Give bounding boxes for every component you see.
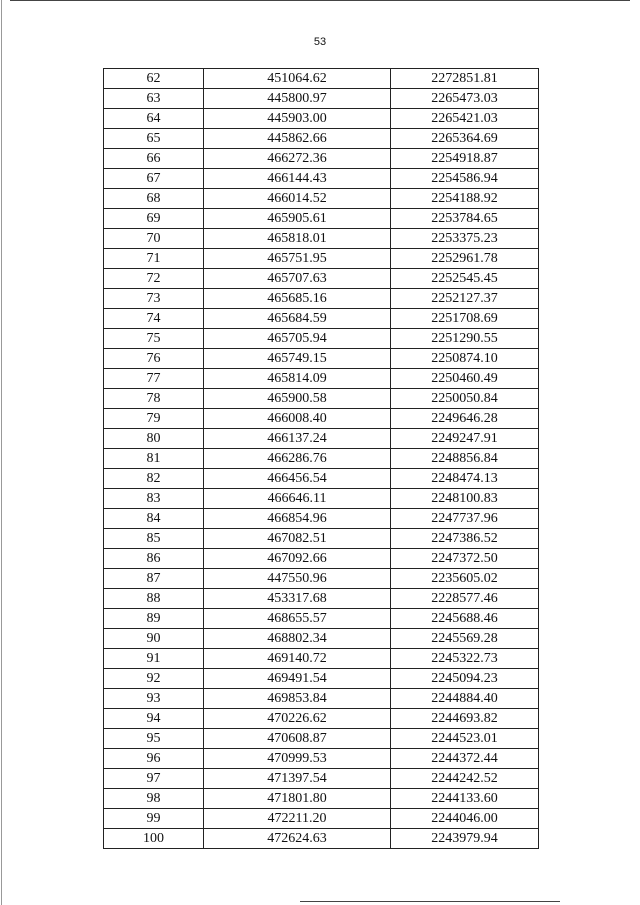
x-coordinate-cell: 467092.66 [204, 549, 391, 569]
x-coordinate-cell: 465684.59 [204, 309, 391, 329]
x-coordinate-cell: 445800.97 [204, 89, 391, 109]
point-number-cell: 69 [104, 209, 204, 229]
point-number-cell: 94 [104, 709, 204, 729]
point-number-cell: 93 [104, 689, 204, 709]
y-coordinate-cell: 2250874.10 [391, 349, 539, 369]
x-coordinate-cell: 468655.57 [204, 609, 391, 629]
y-coordinate-cell: 2253784.65 [391, 209, 539, 229]
y-coordinate-cell: 2253375.23 [391, 229, 539, 249]
y-coordinate-cell: 2244133.60 [391, 789, 539, 809]
table-row [104, 349, 539, 369]
x-coordinate-cell: 470226.62 [204, 709, 391, 729]
x-coordinate-cell: 471801.80 [204, 789, 391, 809]
point-number-cell: 76 [104, 349, 204, 369]
x-coordinate-cell: 466014.52 [204, 189, 391, 209]
table-row [104, 589, 539, 609]
table-row [104, 809, 539, 829]
point-number-cell: 77 [104, 369, 204, 389]
top-rule [10, 0, 630, 1]
table-row [104, 749, 539, 769]
x-coordinate-cell: 470999.53 [204, 749, 391, 769]
x-coordinate-cell: 465905.61 [204, 209, 391, 229]
point-number-cell: 63 [104, 89, 204, 109]
table-row [104, 129, 539, 149]
table-row [104, 529, 539, 549]
y-coordinate-cell: 2247372.50 [391, 549, 539, 569]
left-edge [1, 0, 2, 905]
point-number-cell: 86 [104, 549, 204, 569]
point-number-cell: 96 [104, 749, 204, 769]
y-coordinate-cell: 2245569.28 [391, 629, 539, 649]
point-number-cell: 89 [104, 609, 204, 629]
table-row [104, 789, 539, 809]
y-coordinate-cell: 2228577.46 [391, 589, 539, 609]
y-coordinate-cell: 2245322.73 [391, 649, 539, 669]
y-coordinate-cell: 2252127.37 [391, 289, 539, 309]
table-row [104, 169, 539, 189]
bottom-rule [300, 901, 560, 902]
y-coordinate-cell: 2243979.94 [391, 829, 539, 849]
point-number-cell: 85 [104, 529, 204, 549]
table-row [104, 329, 539, 349]
point-number-cell: 70 [104, 229, 204, 249]
point-number-cell: 68 [104, 189, 204, 209]
y-coordinate-cell: 2251290.55 [391, 329, 539, 349]
y-coordinate-cell: 2249247.91 [391, 429, 539, 449]
x-coordinate-cell: 471397.54 [204, 769, 391, 789]
x-coordinate-cell: 470608.87 [204, 729, 391, 749]
point-number-cell: 83 [104, 489, 204, 509]
table-row [104, 269, 539, 289]
table-row [104, 209, 539, 229]
x-coordinate-cell: 466272.36 [204, 149, 391, 169]
y-coordinate-cell: 2265473.03 [391, 89, 539, 109]
point-number-cell: 98 [104, 789, 204, 809]
table-row [104, 709, 539, 729]
y-coordinate-cell: 2248474.13 [391, 469, 539, 489]
point-number-cell: 66 [104, 149, 204, 169]
y-coordinate-cell: 2272851.81 [391, 69, 539, 89]
x-coordinate-cell: 468802.34 [204, 629, 391, 649]
y-coordinate-cell: 2247737.96 [391, 509, 539, 529]
table-row [104, 229, 539, 249]
x-coordinate-cell: 453317.68 [204, 589, 391, 609]
table-row [104, 109, 539, 129]
y-coordinate-cell: 2244884.40 [391, 689, 539, 709]
coordinates-table-body [104, 69, 539, 849]
x-coordinate-cell: 465900.58 [204, 389, 391, 409]
table-row [104, 449, 539, 469]
y-coordinate-cell: 2251708.69 [391, 309, 539, 329]
table-row [104, 609, 539, 629]
x-coordinate-cell: 465814.09 [204, 369, 391, 389]
y-coordinate-cell: 2244242.52 [391, 769, 539, 789]
table-row [104, 249, 539, 269]
point-number-cell: 82 [104, 469, 204, 489]
x-coordinate-cell: 472211.20 [204, 809, 391, 829]
x-coordinate-cell: 445903.00 [204, 109, 391, 129]
y-coordinate-cell: 2250460.49 [391, 369, 539, 389]
x-coordinate-cell: 466008.40 [204, 409, 391, 429]
point-number-cell: 99 [104, 809, 204, 829]
point-number-cell: 81 [104, 449, 204, 469]
point-number-cell: 92 [104, 669, 204, 689]
x-coordinate-cell: 465751.95 [204, 249, 391, 269]
point-number-cell: 79 [104, 409, 204, 429]
point-number-cell: 97 [104, 769, 204, 789]
page-number: 53 [313, 36, 327, 48]
point-number-cell: 95 [104, 729, 204, 749]
point-number-cell: 87 [104, 569, 204, 589]
point-number-cell: 62 [104, 69, 204, 89]
y-coordinate-cell: 2245688.46 [391, 609, 539, 629]
x-coordinate-cell: 465818.01 [204, 229, 391, 249]
point-number-cell: 73 [104, 289, 204, 309]
y-coordinate-cell: 2247386.52 [391, 529, 539, 549]
y-coordinate-cell: 2244046.00 [391, 809, 539, 829]
x-coordinate-cell: 466854.96 [204, 509, 391, 529]
y-coordinate-cell: 2252545.45 [391, 269, 539, 289]
point-number-cell: 100 [104, 829, 204, 849]
x-coordinate-cell: 467082.51 [204, 529, 391, 549]
x-coordinate-cell: 466286.76 [204, 449, 391, 469]
point-number-cell: 65 [104, 129, 204, 149]
x-coordinate-cell: 465685.16 [204, 289, 391, 309]
x-coordinate-cell: 469140.72 [204, 649, 391, 669]
table-row [104, 729, 539, 749]
y-coordinate-cell: 2235605.02 [391, 569, 539, 589]
table-row [104, 629, 539, 649]
table-row [104, 289, 539, 309]
x-coordinate-cell: 465705.94 [204, 329, 391, 349]
table-row [104, 569, 539, 589]
table-row [104, 189, 539, 209]
x-coordinate-cell: 447550.96 [204, 569, 391, 589]
y-coordinate-cell: 2249646.28 [391, 409, 539, 429]
x-coordinate-cell: 472624.63 [204, 829, 391, 849]
point-number-cell: 80 [104, 429, 204, 449]
table-row [104, 649, 539, 669]
y-coordinate-cell: 2248856.84 [391, 449, 539, 469]
y-coordinate-cell: 2254188.92 [391, 189, 539, 209]
point-number-cell: 75 [104, 329, 204, 349]
table-row [104, 369, 539, 389]
y-coordinate-cell: 2244372.44 [391, 749, 539, 769]
table-row [104, 489, 539, 509]
y-coordinate-cell: 2250050.84 [391, 389, 539, 409]
x-coordinate-cell: 469491.54 [204, 669, 391, 689]
point-number-cell: 74 [104, 309, 204, 329]
x-coordinate-cell: 469853.84 [204, 689, 391, 709]
table-row [104, 89, 539, 109]
y-coordinate-cell: 2254918.87 [391, 149, 539, 169]
table-row [104, 669, 539, 689]
y-coordinate-cell: 2244523.01 [391, 729, 539, 749]
point-number-cell: 67 [104, 169, 204, 189]
point-number-cell: 84 [104, 509, 204, 529]
x-coordinate-cell: 466456.54 [204, 469, 391, 489]
y-coordinate-cell: 2248100.83 [391, 489, 539, 509]
table-row [104, 689, 539, 709]
y-coordinate-cell: 2245094.23 [391, 669, 539, 689]
x-coordinate-cell: 465749.15 [204, 349, 391, 369]
point-number-cell: 88 [104, 589, 204, 609]
table-row [104, 769, 539, 789]
y-coordinate-cell: 2252961.78 [391, 249, 539, 269]
y-coordinate-cell: 2244693.82 [391, 709, 539, 729]
point-number-cell: 91 [104, 649, 204, 669]
x-coordinate-cell: 445862.66 [204, 129, 391, 149]
x-coordinate-cell: 466144.43 [204, 169, 391, 189]
table-row [104, 429, 539, 449]
point-number-cell: 64 [104, 109, 204, 129]
table-row [104, 509, 539, 529]
x-coordinate-cell: 466646.11 [204, 489, 391, 509]
x-coordinate-cell: 465707.63 [204, 269, 391, 289]
coordinates-table [103, 68, 539, 849]
x-coordinate-cell: 466137.24 [204, 429, 391, 449]
point-number-cell: 71 [104, 249, 204, 269]
y-coordinate-cell: 2265421.03 [391, 109, 539, 129]
table-row [104, 469, 539, 489]
point-number-cell: 78 [104, 389, 204, 409]
y-coordinate-cell: 2254586.94 [391, 169, 539, 189]
table-row [104, 829, 539, 849]
point-number-cell: 90 [104, 629, 204, 649]
table-row [104, 549, 539, 569]
table-row [104, 309, 539, 329]
y-coordinate-cell: 2265364.69 [391, 129, 539, 149]
table-row [104, 149, 539, 169]
table-row [104, 409, 539, 429]
x-coordinate-cell: 451064.62 [204, 69, 391, 89]
table-row [104, 69, 539, 89]
point-number-cell: 72 [104, 269, 204, 289]
table-row [104, 389, 539, 409]
